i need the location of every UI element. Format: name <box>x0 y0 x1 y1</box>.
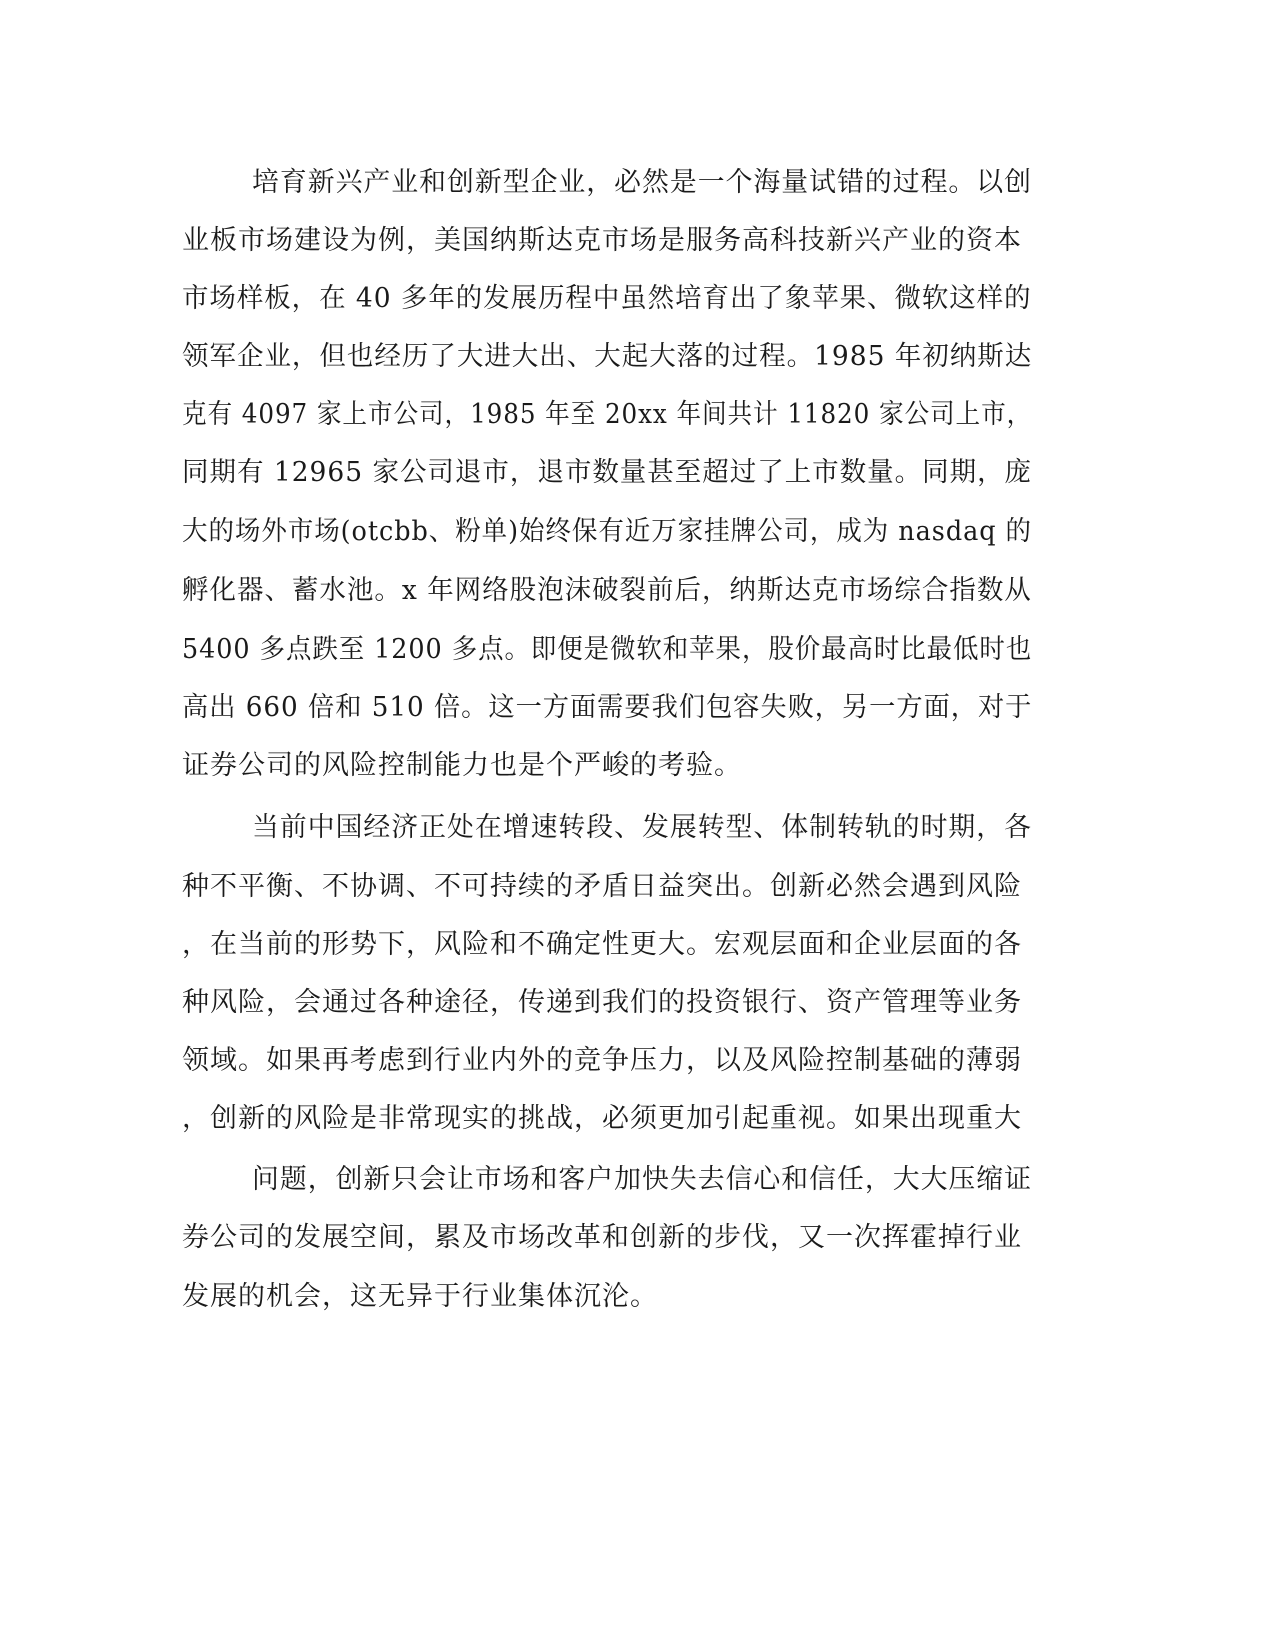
text-line: 领域。如果再考虑到行业内外的竞争压力，以及风险控制基础的薄弱 <box>182 1045 1022 1076</box>
text-line: 培育新兴产业和创新型企业，必然是一个海量试错的过程。以创 <box>252 167 1033 198</box>
text-line: 问题，创新只会让市场和客户加快失去信心和信任，大大压缩证 <box>252 1164 1033 1195</box>
text-line: 大的场外市场(otcbb、粉单)始终保有近万家挂牌公司，成为 nasdaq 的 <box>182 516 1033 547</box>
text-line: 克有 4097 家上市公司，1985 年至 20xx 年间共计 11820 家公司上市， <box>182 399 1033 430</box>
text-line: 发展的机会，这无异于行业集体沉沦。 <box>182 1281 658 1312</box>
text-line: 领军企业，但也经历了大进大出、大起大落的过程。1985 年初纳斯达 <box>182 341 1033 372</box>
text-line: 市场样板，在 40 多年的发展历程中虽然培育出了象苹果、微软这样的 <box>182 283 1032 314</box>
text-line: 高出 660 倍和 510 倍。这一方面需要我们包容失败，另一方面，对于 <box>182 692 1033 723</box>
text-line: 业板市场建设为例，美国纳斯达克市场是服务高科技新兴产业的资本 <box>182 225 1022 256</box>
text-line: 当前中国经济正处在增速转段、发展转型、体制转轨的时期，各 <box>252 812 1033 843</box>
text-line: 同期有 12965 家公司退市，退市数量甚至超过了上市数量。同期，庞 <box>182 457 1033 488</box>
text-line: 种风险，会通过各种途径，传递到我们的投资银行、资产管理等业务 <box>182 987 1022 1018</box>
text-line: 孵化器、蓄水池。x 年网络股泡沫破裂前后，纳斯达克市场综合指数从 <box>182 575 1032 606</box>
text-line: 种不平衡、不协调、不可持续的矛盾日益突出。创新必然会遇到风险 <box>182 871 1022 902</box>
text-line: ，创新的风险是非常现实的挑战，必须更加引起重视。如果出现重大 <box>182 1103 1022 1134</box>
text-line: ，在当前的形势下，风险和不确定性更大。宏观层面和企业层面的各 <box>182 929 1022 960</box>
text-line: 证券公司的风险控制能力也是个严峻的考验。 <box>182 750 742 781</box>
text-line: 5400 多点跌至 1200 多点。即便是微软和苹果，股价最高时比最低时也 <box>182 634 1033 665</box>
text-line: 券公司的发展空间，累及市场改革和创新的步伐，又一次挥霍掉行业 <box>182 1222 1022 1253</box>
